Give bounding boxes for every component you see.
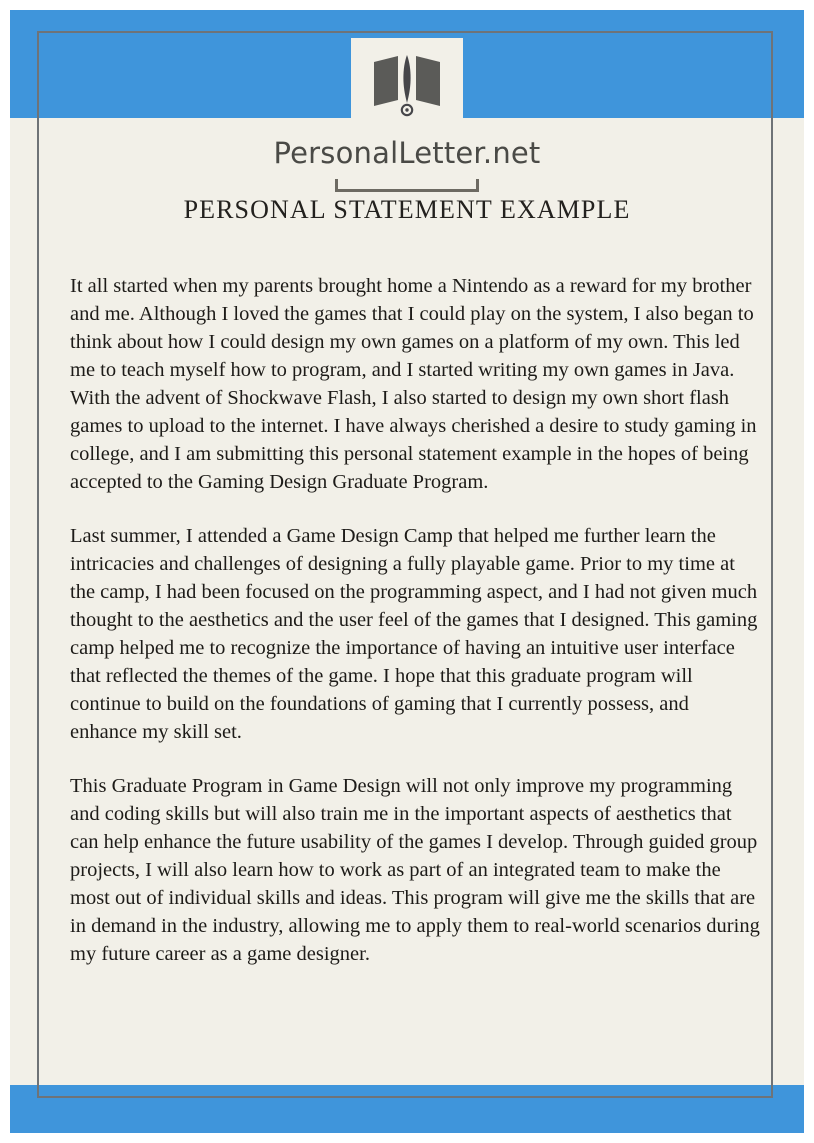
logo-card bbox=[351, 38, 463, 134]
body-paragraph: This Graduate Program in Game Design will not only improve my programming and coding skills but will also train me in the important aspects of aesthetics that can help enhance the future usability of the games I develop. Through guided group projects, I will also learn how to work as part of an integrated team to make the most out of individual skills and ideas. This program will give me the skills that are in demand in the industry, allowing me to apply them to real-world scenarios during my future career as a game designer. bbox=[70, 775, 760, 965]
brand-wordmark: PersonalLetter.net bbox=[273, 136, 541, 170]
document-body bbox=[70, 272, 760, 968]
page-title: PERSONAL STATEMENT EXAMPLE bbox=[183, 195, 631, 224]
body-paragraph: Last summer, I attended a Game Design Camp that helped me further learn the intricacies and challenges of designing a fully playable game. Prior to my time at the camp, I had been focused on the programming aspect, and I had not given much thought to the aesthetics and the user feel of the games that I designed. This gaming camp helped me to recognize the importance of having an intuitive user interface that reflected the themes of the game. I hope that this graduate program will continue to build on the foundations of gaming that I currently possess, and enhance my skill set. bbox=[70, 525, 758, 743]
open-book-quill-icon bbox=[370, 53, 444, 119]
wordmark-bracket-rule bbox=[335, 179, 479, 192]
document-page bbox=[10, 10, 804, 1133]
body-paragraph: It all started when my parents brought home a Nintendo as a reward for my brother and me. Although I loved the games that I could play on the system, I also began to think about how I could design my own games on a platform of my own. This led me to teach myself how to program, and I started writing my own games in Java. With the advent of Shockwave Flash, I also started to design my own short flash games to upload to the internet. I have always cherished a desire to study gaming in college, and I am submitting this personal statement example in the hopes of being accepted to the Gaming Design Graduate Program. bbox=[70, 275, 757, 493]
brand-logo-block bbox=[10, 38, 804, 192]
footer-color-band bbox=[10, 1085, 804, 1133]
